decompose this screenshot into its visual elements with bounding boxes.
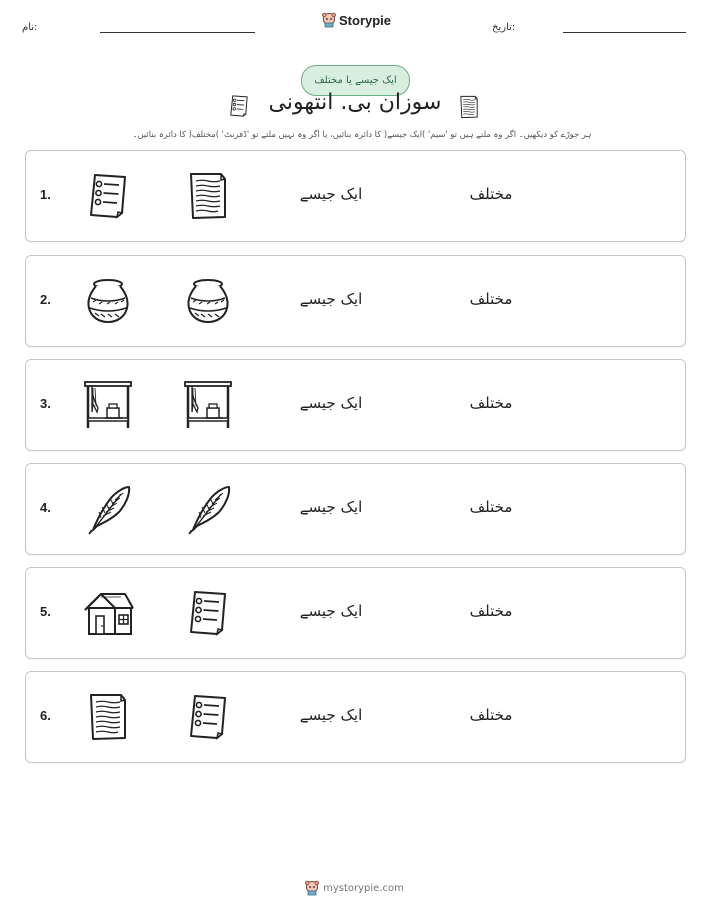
date-label: تاریخ: xyxy=(492,22,516,33)
question-row-2 xyxy=(25,255,686,347)
option-same[interactable]: ایک جیسے xyxy=(299,602,363,620)
name-blank-line[interactable] xyxy=(100,32,255,33)
option-same[interactable]: ایک جیسے xyxy=(299,394,363,412)
storypie-mascot-icon xyxy=(322,12,336,28)
row-number: 1. xyxy=(40,187,51,202)
storypie-logo-text: Storypie xyxy=(339,12,392,28)
question-row-3 xyxy=(25,359,686,451)
lined-document-icon xyxy=(456,92,482,122)
page-title: سوزان بی. انتھونی xyxy=(268,90,442,115)
quill-pen-icon xyxy=(181,482,235,536)
question-row-5 xyxy=(25,567,686,659)
checklist-paper-icon xyxy=(181,690,235,744)
clay-pot-icon xyxy=(81,274,135,328)
option-same[interactable]: ایک جیسے xyxy=(299,290,363,308)
window-shelf-icon xyxy=(181,378,235,432)
question-row-4 xyxy=(25,463,686,555)
title-row xyxy=(0,90,709,124)
name-label: نام: xyxy=(22,22,38,33)
option-different[interactable]: مختلف xyxy=(469,290,513,308)
date-blank-line[interactable] xyxy=(563,32,686,33)
storypie-mascot-icon xyxy=(305,880,319,896)
footer-url[interactable]: mystorypie.com xyxy=(323,882,404,894)
checklist-paper-icon xyxy=(226,92,252,120)
worksheet-header xyxy=(0,0,709,45)
question-row-1 xyxy=(25,150,686,242)
option-different[interactable]: مختلف xyxy=(469,498,513,516)
checklist-paper-icon xyxy=(181,586,235,640)
question-row-6 xyxy=(25,671,686,763)
worksheet-type-badge: ایک جیسے یا مختلف xyxy=(301,65,410,96)
option-same[interactable]: ایک جیسے xyxy=(299,706,363,724)
lined-document-icon xyxy=(81,690,135,744)
row-number: 3. xyxy=(40,396,51,411)
row-number: 5. xyxy=(40,604,51,619)
option-different[interactable]: مختلف xyxy=(469,185,513,203)
option-different[interactable]: مختلف xyxy=(469,394,513,412)
house-icon xyxy=(81,586,135,640)
instructions-text: ہر جوڑے کو دیکھیں۔ اگر وہ ملتے ہیں تو 'سیم' )ایک جیسے( کا دائرہ بنائیں، یا اگر وہ نہیں ملتے تو 'ڈفرنٹ' )مختلف( کا دائرہ بنائیں۔ xyxy=(132,129,592,139)
option-different[interactable]: مختلف xyxy=(469,706,513,724)
option-different[interactable]: مختلف xyxy=(469,602,513,620)
window-shelf-icon xyxy=(81,378,135,432)
option-same[interactable]: ایک جیسے xyxy=(299,185,363,203)
option-same[interactable]: ایک جیسے xyxy=(299,498,363,516)
row-number: 4. xyxy=(40,500,51,515)
page-footer xyxy=(0,880,709,896)
storypie-logo xyxy=(322,12,391,28)
checklist-paper-icon xyxy=(81,169,135,223)
quill-pen-icon xyxy=(81,482,135,536)
lined-document-icon xyxy=(181,169,235,223)
clay-pot-icon xyxy=(181,274,235,328)
row-number: 6. xyxy=(40,708,51,723)
row-number: 2. xyxy=(40,292,51,307)
